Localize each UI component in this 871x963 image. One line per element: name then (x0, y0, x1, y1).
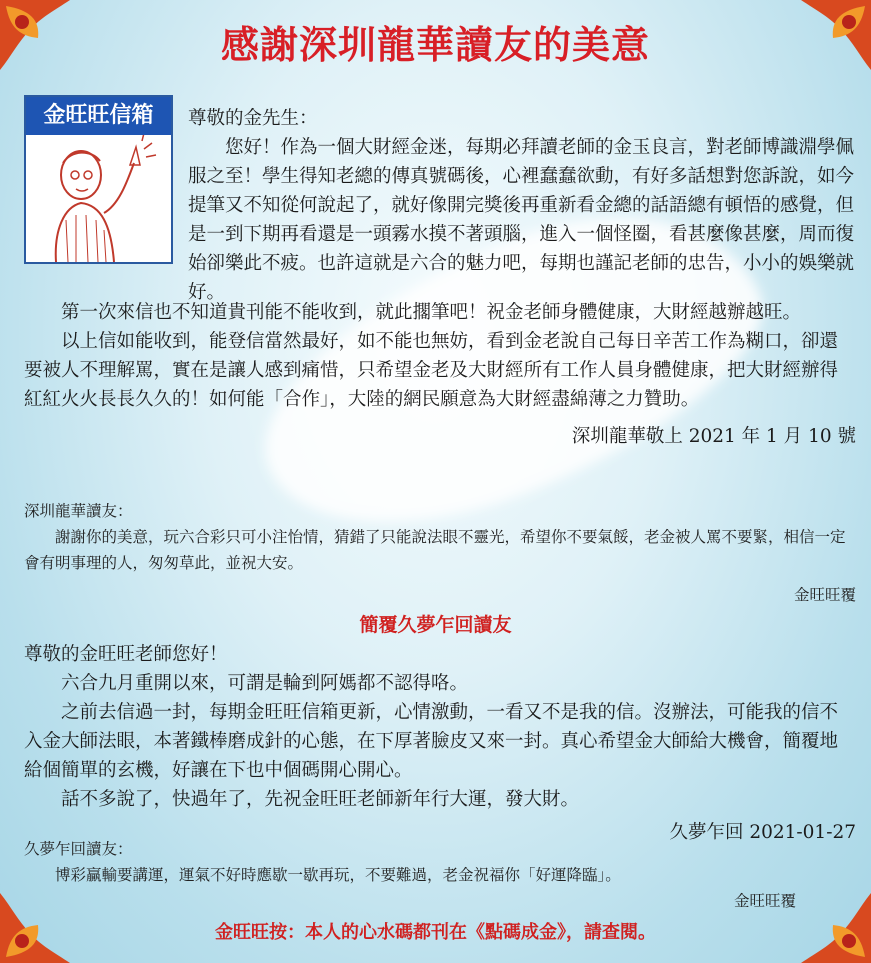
logo-title: 金旺旺信箱 (26, 97, 171, 135)
letter-1-salutation-text: 尊敬的金先生： (188, 108, 318, 129)
reply-2 (24, 836, 856, 914)
letter-1-body-cont (24, 298, 856, 451)
reply-1 (24, 498, 856, 608)
teacher-illustration-icon (26, 135, 171, 262)
letter-2-signature: 久夢乍回 2021-01-27 (669, 822, 856, 843)
page-title: 感謝深圳龍華讀友的美意 (220, 23, 650, 67)
reply-2-signature: 金旺旺覆 (733, 892, 796, 910)
column-logo (24, 95, 173, 264)
letter-1-paragraph-1: 您好！作為一個大財經金迷，每期必拜讀老師的金玉良言，對老師博識淵學佩服之至！學生得知老總的傳真號碼後，心裡蠢蠢欲動，有好多話想對您訴說，如今提筆又不知從何說起了，就好像開完獎後再重新看金總的話語總有頓悟的感覺，但是一到下期再看還是一頭霧水摸不著頭腦，進入一個怪圈，看甚麼像甚麼，周而復始卻樂此不疲。也許這就是六合的魅力吧，每期也謹記老師的忠告，小小的娛樂就好。 (188, 137, 855, 303)
letter-2-paragraph-3: 話不多說了，快過年了，先祝金旺旺老師新年行大運，發大財。 (61, 789, 580, 810)
reply-1-body: 謝謝你的美意，玩六合彩只可小注怡情，猜錯了只能說法眼不靈光，希望你不要氣餒，老金被人罵不要緊，相信一定會有明事理的人，匆匆草此，並祝大安。 (24, 528, 846, 572)
letter-1-paragraph-3: 以上信如能收到，能登信當然最好，如不能也無妨，看到金老說自己每日辛苦工作為糊口，卻還要被人不理解罵，實在是讓人感到痛惜，只希望金老及大財經所有工作人員身體健康，把大財經辦得紅紅火火長長久久的！如何能「合作」，大陸的網民願意為大財經盡綿薄之力贊助。 (24, 331, 839, 410)
letter-1-paragraph-2: 第一次來信也不知道貴刊能不能收到，就此擱筆吧！祝金老師身體健康，大財經越辦越旺。 (61, 302, 802, 323)
letter-2-salutation: 尊敬的金旺旺老師您好！ (24, 644, 228, 665)
reply-2-body: 博彩贏輸要講運，運氣不好時應歇一歇再玩，不要難過，老金祝福你「好運降臨」。 (55, 866, 621, 884)
letter-1-body (188, 133, 856, 307)
reply-1-signature: 金旺旺覆 (793, 586, 856, 604)
footer-note: 金旺旺按：本人的心水碼都刊在《點碼成金》，請查閱。 (215, 922, 656, 943)
letter-1-salutation (188, 104, 848, 133)
letter-1-signature: 深圳龍華敬上 2021 年 1 月 10 號 (571, 426, 856, 447)
letter-2-paragraph-2: 之前去信過一封，每期金旺旺信箱更新，心情激動，一看又不是我的信。沒辦法，可能我的信不入金大師法眼，本著鐵棒磨成針的心態，在下厚著臉皮又來一封。真心希望金大師給大機會，簡覆地給個簡單的玄機，好讓在下也中個碼開心開心。 (24, 702, 839, 781)
letter-2 (24, 640, 856, 847)
letter-2-paragraph-1: 六合九月重開以來，可謂是輪到阿媽都不認得咯。 (61, 673, 469, 694)
reply-1-salutation: 深圳龍華讀友： (24, 502, 133, 520)
section-2-title: 簡覆久夢乍回讀友 (359, 614, 512, 636)
reply-2-salutation: 久夢乍回讀友： (24, 840, 133, 858)
